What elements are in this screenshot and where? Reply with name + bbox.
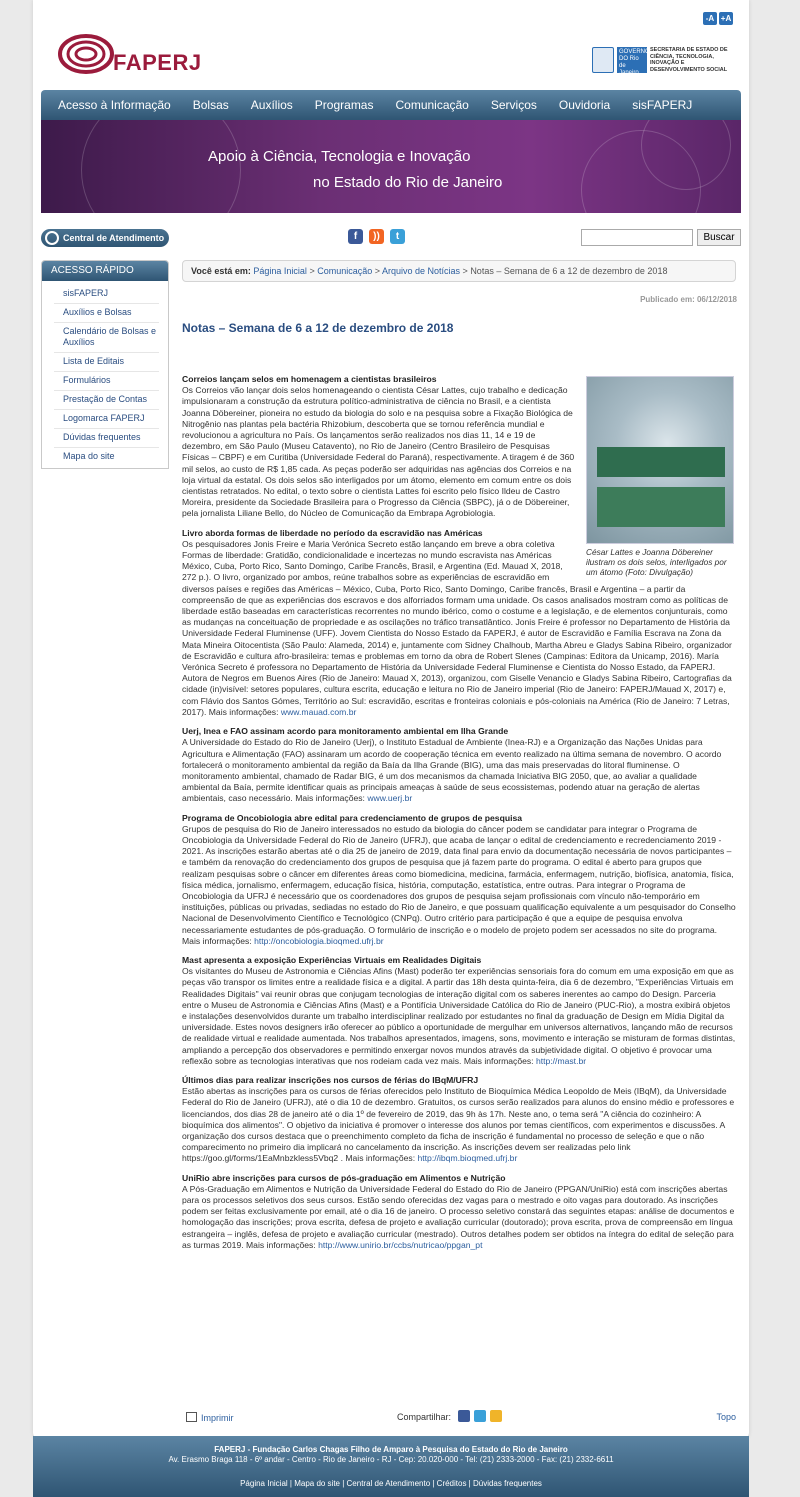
breadcrumb-home[interactable]: Página Inicial <box>253 266 307 276</box>
gov-box: GOVERNO DO Rio de Janeiro <box>619 49 650 76</box>
facebook-icon[interactable]: f <box>348 229 363 244</box>
article-body: Os Correios vão lançar dois selos homenageando o cientista César Lattes, cujo trabalho e dedicação impulsionaram a construção da estrutura político-administrativa de ciência no Brasil, e a cientista Joanna Döbereiner, pioneira no estudo da biologia do solo e na pesquisa sobre a Fixação Biológica de Nitrogênio nas plantas pela bactéria Rhizobium, descoberta que se tornou referência mundial e revolucionou a agricultura no País. Os lançamentos serão realizados nos dias 11, 14 e 19 de dezembro, em São Paulo (Museu Catavento), no Rio de Janeiro (Centro Brasileiro de Pesquisas Físicas – CBPF) e em Curitiba (Universidade Federal do Paraná), respectivamente. A tiragem é de 360 mil selos, ao custo de R$ 1,85 cada. As peças poderão ser adquiridas nas agências dos Correios e na loja virtual da estatal. Os dois selos são interligados por um átomo, elemento em comum entre os dois cientistas retratados. No edital, o texto sobre o cientista Lattes foi escrito pelo físico Ildeu de Castro Moreira, presidente da Sociedade Brasileira para o Progresso da Ciência (SBPC), já o de Döbereiner, pela jornalista Liliane Bello, do Núcleo de Comunicação da Embrapa Agrobiologia. <box>182 385 575 519</box>
page-title: Notas – Semana de 6 a 12 de dezembro de 2018 <box>182 321 454 335</box>
article-heading: Programa de Oncobiologia abre edital para credenciamento de grupos de pesquisa <box>182 812 523 823</box>
sidebar-item-logomarca[interactable]: Logomarca FAPERJ <box>54 410 159 429</box>
nav-item-auxilios[interactable]: Auxílios <box>250 98 293 112</box>
sidebar-item-prestacao[interactable]: Prestação de Contas <box>54 391 159 410</box>
faperj-swirl-icon <box>58 30 114 80</box>
footer-address: Av. Erasmo Braga 118 - 6º andar - Centro - Rio de Janeiro - RJ - Cep: 20.020-000 - Tel: (21) 2333-2000 - Fax: (21) 2332-6611 <box>168 1455 614 1464</box>
site-footer <box>33 1436 749 1497</box>
breadcrumb-current: Notas – Semana de 6 a 12 de dezembro de 2018 <box>470 266 668 276</box>
article-body: Os visitantes do Museu de Astronomia e Ciências Afins (Mast) poderão ter experiências sensoriais fora do comum em uma exposição em que as peças vão transpor os limites entre a realidade física e a digital. A partir das 18h desta quinta-feira, dia 6 de dezembro, "Experiências Virtuais em Realidades Digitais" vai reunir obras que conjugam tecnologias de interação digital com os saberes inerentes ao campo do Design. Parceria entre o Museu de Astronomia e Ciências Afins (Mast) e a Pontifícia Universidade Católica do Rio de Janeiro (PUC-Rio), a mostra exibirá objetos e instalações desenvolvidos durante um trabalho interdisciplinar realizado por estudantes no final da graduação de Design em Mídia Digital da universidade. Estes novos designers irão oferecer ao público a oportunidade de mergulhar em universos alternativos, lançando mão de recursos de realidade virtual e realidade aumentada. Nos trabalhos apresentados, imagens, sons, movimento e interação se misturam de formas distintas, ampliando a percepção dos observadores e permitindo enxergar novos mundos através da subjetividade digital. O objetivo é provocar uma reflexão sobre as tecnologias interativas que nos rodeiam cada vez mais. Mais informações: <box>182 966 736 1066</box>
government-logo[interactable] <box>592 45 737 75</box>
print-link[interactable] <box>186 1412 234 1423</box>
article-link[interactable]: http://www.unirio.br/ccbs/nutricao/ppgan_pt <box>318 1239 483 1250</box>
article-body: Grupos de pesquisa do Rio de Janeiro interessados no estudo da biologia do câncer podem se candidatar para integrar o Programa de Oncobiologia da Universidade Federal do Rio de Janeiro (UFRJ), que acaba de lançar o edital de credenciamento e recredenciamento 2019 - 2021. As inscrições estarão abertas até o dia 25 de janeiro de 2019, data final para envio da documentação necessária de novos participantes – e também da renovação do credenciamento dos grupos de pesquisa que já fazem parte do programa. O edital é aberto para grupos que realizam pesquisas sobre o câncer em diferentes áreas como biomedicina, medicina, farmácia, enfermagem, nutrição, biofísica, anatomia, física, física médica, jornalismo, enfermagem, educação física, história, computação, estatística, entre outras. Para integrar o Programa de Oncobiologia da UFRJ é necessário que os coordenadores dos grupos de pesquisa sejam profissionais com vínculo não-temporário em instituições, públicas ou privadas, sediadas no estado do Rio de Janeiro, e que possuam qualificação equivalente a um pesquisador do Conselho Nacional de Desenvolvimento Científico e Tecnológico (CNPq). Outro critério para participação é que a equipe de pesquisa envolva necessariamente estudantes de pós-graduação. O formulário de inscrição e o modelo de projeto podem ser acessados no site do programa. Mais informações: <box>182 823 736 946</box>
footer-org: FAPERJ - Fundação Carlos Chagas Filho de Amparo à Pesquisa do Estado do Rio de Janeiro <box>214 1445 568 1454</box>
article-heading: Uerj, Inea e FAO assinam acordo para monitoramento ambiental em Ilha Grande <box>182 726 509 737</box>
published-date: Publicado em: 06/12/2018 <box>640 295 737 304</box>
article-body: A Universidade do Estado do Rio de Janeiro (Uerj), o Instituto Estadual de Ambiente (Inea-RJ) e a Organização das Nações Unidas para Agricultura e Alimentação (FAO) assinaram um acordo de cooperação técnica em evento realizado na última semana de novembro. O acordo fortalecerá o monitoramento ambiental da região da Baía da Ilha Grande (BIG), uma das mais preservadas do litoral fluminense. O monitoramento ambiental, chamado de Radar BIG, é um dos mecanismos da chamada Iniciativa BIG 2050, que, ao avaliar a qualidade ambiental da Baía, permite identificar quais as principais ameaças à saúde de seus ecossistemas, podendo atuar na geração de alertas ambientais, caso necessário. Mais informações: <box>182 737 722 804</box>
social-links <box>348 229 405 244</box>
banner <box>41 120 741 213</box>
printer-icon <box>186 1412 197 1422</box>
article-content <box>182 366 736 1259</box>
state-seal-icon <box>592 47 614 73</box>
search-button[interactable]: Buscar <box>697 229 741 246</box>
article-body: A Pós-Graduação em Alimentos e Nutrição da Universidade Federal do Estado do Rio de Janeiro (PPGAN/UniRio) está com inscrições abertas para os processos seletivos dos seus cursos. Estão sendo oferecidas dez vagas para o mestrado e oito vagas para doutorado. As inscrições podem ser feitas exclusivamente por email, até o dia 16 de janeiro. O processo seletivo constará das seguintes etapas: análise de documentos e homologação das inscrições; prova escrita, defesa de projeto e avaliação curricular (doutorado); prova escrita, prova de compreensão em língua estrangeira – inglês, defesa de projeto e avaliação curricular (mestrado). Outros detalhes podem ser obtidos na íntegra do edital de seleção para as turmas 2019. Mais informações: <box>182 1183 735 1250</box>
headset-icon <box>45 231 59 245</box>
font-decrease-button[interactable]: -A <box>703 12 717 25</box>
nav-item-acesso[interactable]: Acesso à Informação <box>58 98 171 112</box>
article-body: Os pesquisadores Jonis Freire e Maria Verónica Secreto estão lançando em breve a obra coletiva Formas de liberdade: Gratidão, condicionalidade e incertezas no mundo escravista nas Américas México, Cuba, Porto Rico, Santo Domingo, Caribe Francês, Brasil, e Argentina (Ed. Mauad X, 2018, 272 p.). O livro, organizado por ambos, reúne trabalhos sobre as experiências de escravidão em diversos países e regiões das Américas – México, Cuba, Porto Rico, Santo Domingo, Caribe francês, Brasil e Argentina – a partir da compreensão de que as experiências dos escravos e dos alforriados formam uma unidade. Os casos analisados mostram como as políticas de liberdade estão baseadas em características recorrentes no mundo ibérico, como o costume e a legislação, e de elementos conjunturais, como as mudanças na conceituação de propriedade e as oscilações no tráfico transatlântico. Jonis Freire é professor no Departamento de História da Universidade Federal Fluminense (UFF). Jovem Cientista do Nosso Estado da FAPERJ, é autor de Escravidão e Família Escrava na Zona da Mata Mineira Oitocentista (São Paulo: Alameda, 2014) e, juntamente com Sidney Chalhoub, Martha Abreu e Gladys Sabina Ribeiro, organizador de Escravidão e cultura afro-brasileira: temas e problemas em torno da obra de Robert Slenes (Campinas: Editora da Unicamp, 2016). María Verónica Secreto é professora no Departamento de História da Universidade Federal Fluminense e Cientista do Nosso Estado, da FAPERJ. Autora de Negros em Buenos Aires (Rio de Janeiro: Mauad X, 2013), organizou, com Giselle Venancio e Gladys Sabina Ribeiro, Cartografias da cidade (in)visível: setores populares, cultura escrita, educação e leitura no Rio de Janeiro imperial (Rio de Janeiro: FAPERJ/Mauad X, 2017) e, com Flávio dos Santos Gómes, Território ao Sul: escravidão, escritas e fronteiras coloniais e pós-coloniais na América (Rio de Janeiro: 7 Letras, 2017). Mais informações: <box>182 538 732 717</box>
sidebar-item-formularios[interactable]: Formulários <box>54 372 159 391</box>
nav-item-comunicacao[interactable]: Comunicação <box>395 98 469 112</box>
article-heading: Correios lançam selos em homenagem a cientistas brasileiros <box>182 374 437 384</box>
top-link[interactable]: Topo <box>716 1412 736 1422</box>
figure-caption: César Lattes e Joanna Döbereiner ilustram os dois selos, interligados por um átomo (Foto: Divulgação) <box>586 547 727 577</box>
stamp-lattes <box>597 447 725 477</box>
sidebar-item-duvidas[interactable]: Dúvidas frequentes <box>54 429 159 448</box>
faperj-logo[interactable] <box>58 30 218 80</box>
article-heading: UniRio abre inscrições para cursos de pós-graduação em Alimentos e Nutrição <box>182 1172 506 1183</box>
sidebar-item-mapa[interactable]: Mapa do site <box>63 451 115 461</box>
nav-item-servicos[interactable]: Serviços <box>490 98 537 112</box>
twitter-icon[interactable]: t <box>390 229 405 244</box>
nav-item-bolsas[interactable]: Bolsas <box>192 98 229 112</box>
share-label: Compartilhar: <box>397 1412 452 1422</box>
article-footer-row <box>182 1410 736 1426</box>
article-link[interactable]: http://ibqm.bioqmed.ufrj.br <box>417 1153 518 1164</box>
nav-item-sisfaperj[interactable]: sisFAPERJ <box>632 98 693 112</box>
article-heading: Últimos dias para realizar inscrições nos cursos de férias do IBqM/UFRJ <box>182 1074 479 1085</box>
nav-item-ouvidoria[interactable]: Ouvidoria <box>558 98 611 112</box>
article-heading: Livro aborda formas de liberdade no período da escravidão nas Américas <box>182 527 483 538</box>
quick-access-sidebar <box>41 260 169 469</box>
central-atendimento-button[interactable] <box>41 229 169 247</box>
banner-line-1: Apoio à Ciência, Tecnologia e Inovação <box>208 148 471 165</box>
font-controls <box>703 12 733 25</box>
facebook-share-icon[interactable] <box>458 1410 470 1422</box>
article-link[interactable]: www.mauad.com.br <box>280 706 357 717</box>
article-link[interactable]: http://oncobiologia.bioqmed.ufrj.br <box>254 935 384 946</box>
logo-text: FAPERJ <box>113 50 202 75</box>
stamps-figure <box>586 366 736 577</box>
article-heading: Mast apresenta a exposição Experiências Virtuais em Realidades Digitais <box>182 954 482 965</box>
breadcrumb-prefix: Você está em: <box>191 266 251 276</box>
nav-item-programas[interactable]: Programas <box>314 98 374 112</box>
sidebar-item-editais[interactable]: Lista de Editais <box>54 353 159 372</box>
print-label: Imprimir <box>201 1413 234 1423</box>
stamps-image <box>586 376 734 544</box>
stamp-dobereiner <box>597 487 725 527</box>
email-share-icon[interactable] <box>490 1410 502 1422</box>
main-nav <box>41 90 741 120</box>
sidebar-item-sisfaperj[interactable]: sisFAPERJ <box>54 285 159 304</box>
breadcrumb-arquivo[interactable]: Arquivo de Notícias <box>382 266 461 276</box>
breadcrumb: Você está em: Página Inicial > Comunicação > Arquivo de Notícias > Notas – Semana de 6 a 12 de dezembro de 2018 <box>182 260 736 282</box>
article-body: Estão abertas as inscrições para os cursos de férias oferecidos pelo Instituto de Bioquímica Médica Leopoldo de Meis (IBqM), da Universidade Federal do Rio de Janeiro (UFRJ), até o dia 10 de dezembro. Gratuitos, os cursos serão realizados para alunos do ensino médio e professores e licenciandos, dos dias 28 de janeiro até o dia 1º de fevereiro de 2019, das 9h às 17h. Neste ano, o tema será "A ciência do cozinheiro: A bioquímica dos alimentos". O objetivo da iniciativa é promover o interesse dos alunos por temas científicos, com experimentos e discussões. A organização dos cursos destaca que o preenchimento completo da ficha de inscrição é fundamental no processo de seleção e que o não comparecimento no primeiro dia implicará no cancelamento da inscrição. As inscrições devem ser realizadas pelo link https://goo.gl/forms/1EaMnbzkless5Vbq2 . Mais informações: <box>182 1086 735 1164</box>
breadcrumb-comunicacao[interactable]: Comunicação <box>317 266 373 276</box>
gov-secretariat-text: SECRETARIA DE ESTADO DE CIÊNCIA, TECNOLOGIA, INOVAÇÃO E DESENVOLVIMENTO SOCIAL <box>650 47 728 73</box>
footer-links[interactable]: Página Inicial | Mapa do site | Central de Atendimento | Créditos | Dúvidas frequentes <box>240 1479 542 1488</box>
banner-line-2: no Estado do Rio de Janeiro <box>313 174 503 191</box>
central-label: Central de Atendimento <box>63 233 165 243</box>
sidebar-item-calendario[interactable]: Calendário de Bolsas e Auxílios <box>54 323 159 353</box>
article-link[interactable]: http://mast.br <box>535 1055 587 1066</box>
font-increase-button[interactable]: +A <box>720 14 732 23</box>
rss-icon[interactable]: )) <box>369 229 384 244</box>
twitter-share-icon[interactable] <box>474 1410 486 1422</box>
sidebar-title: ACESSO RÁPIDO <box>42 261 168 281</box>
share-icons <box>458 1410 502 1422</box>
page <box>33 0 749 1440</box>
article-link[interactable]: www.uerj.br <box>367 793 413 804</box>
sidebar-item-auxilios-bolsas[interactable]: Auxílios e Bolsas <box>54 304 159 323</box>
search-input[interactable] <box>581 229 693 246</box>
